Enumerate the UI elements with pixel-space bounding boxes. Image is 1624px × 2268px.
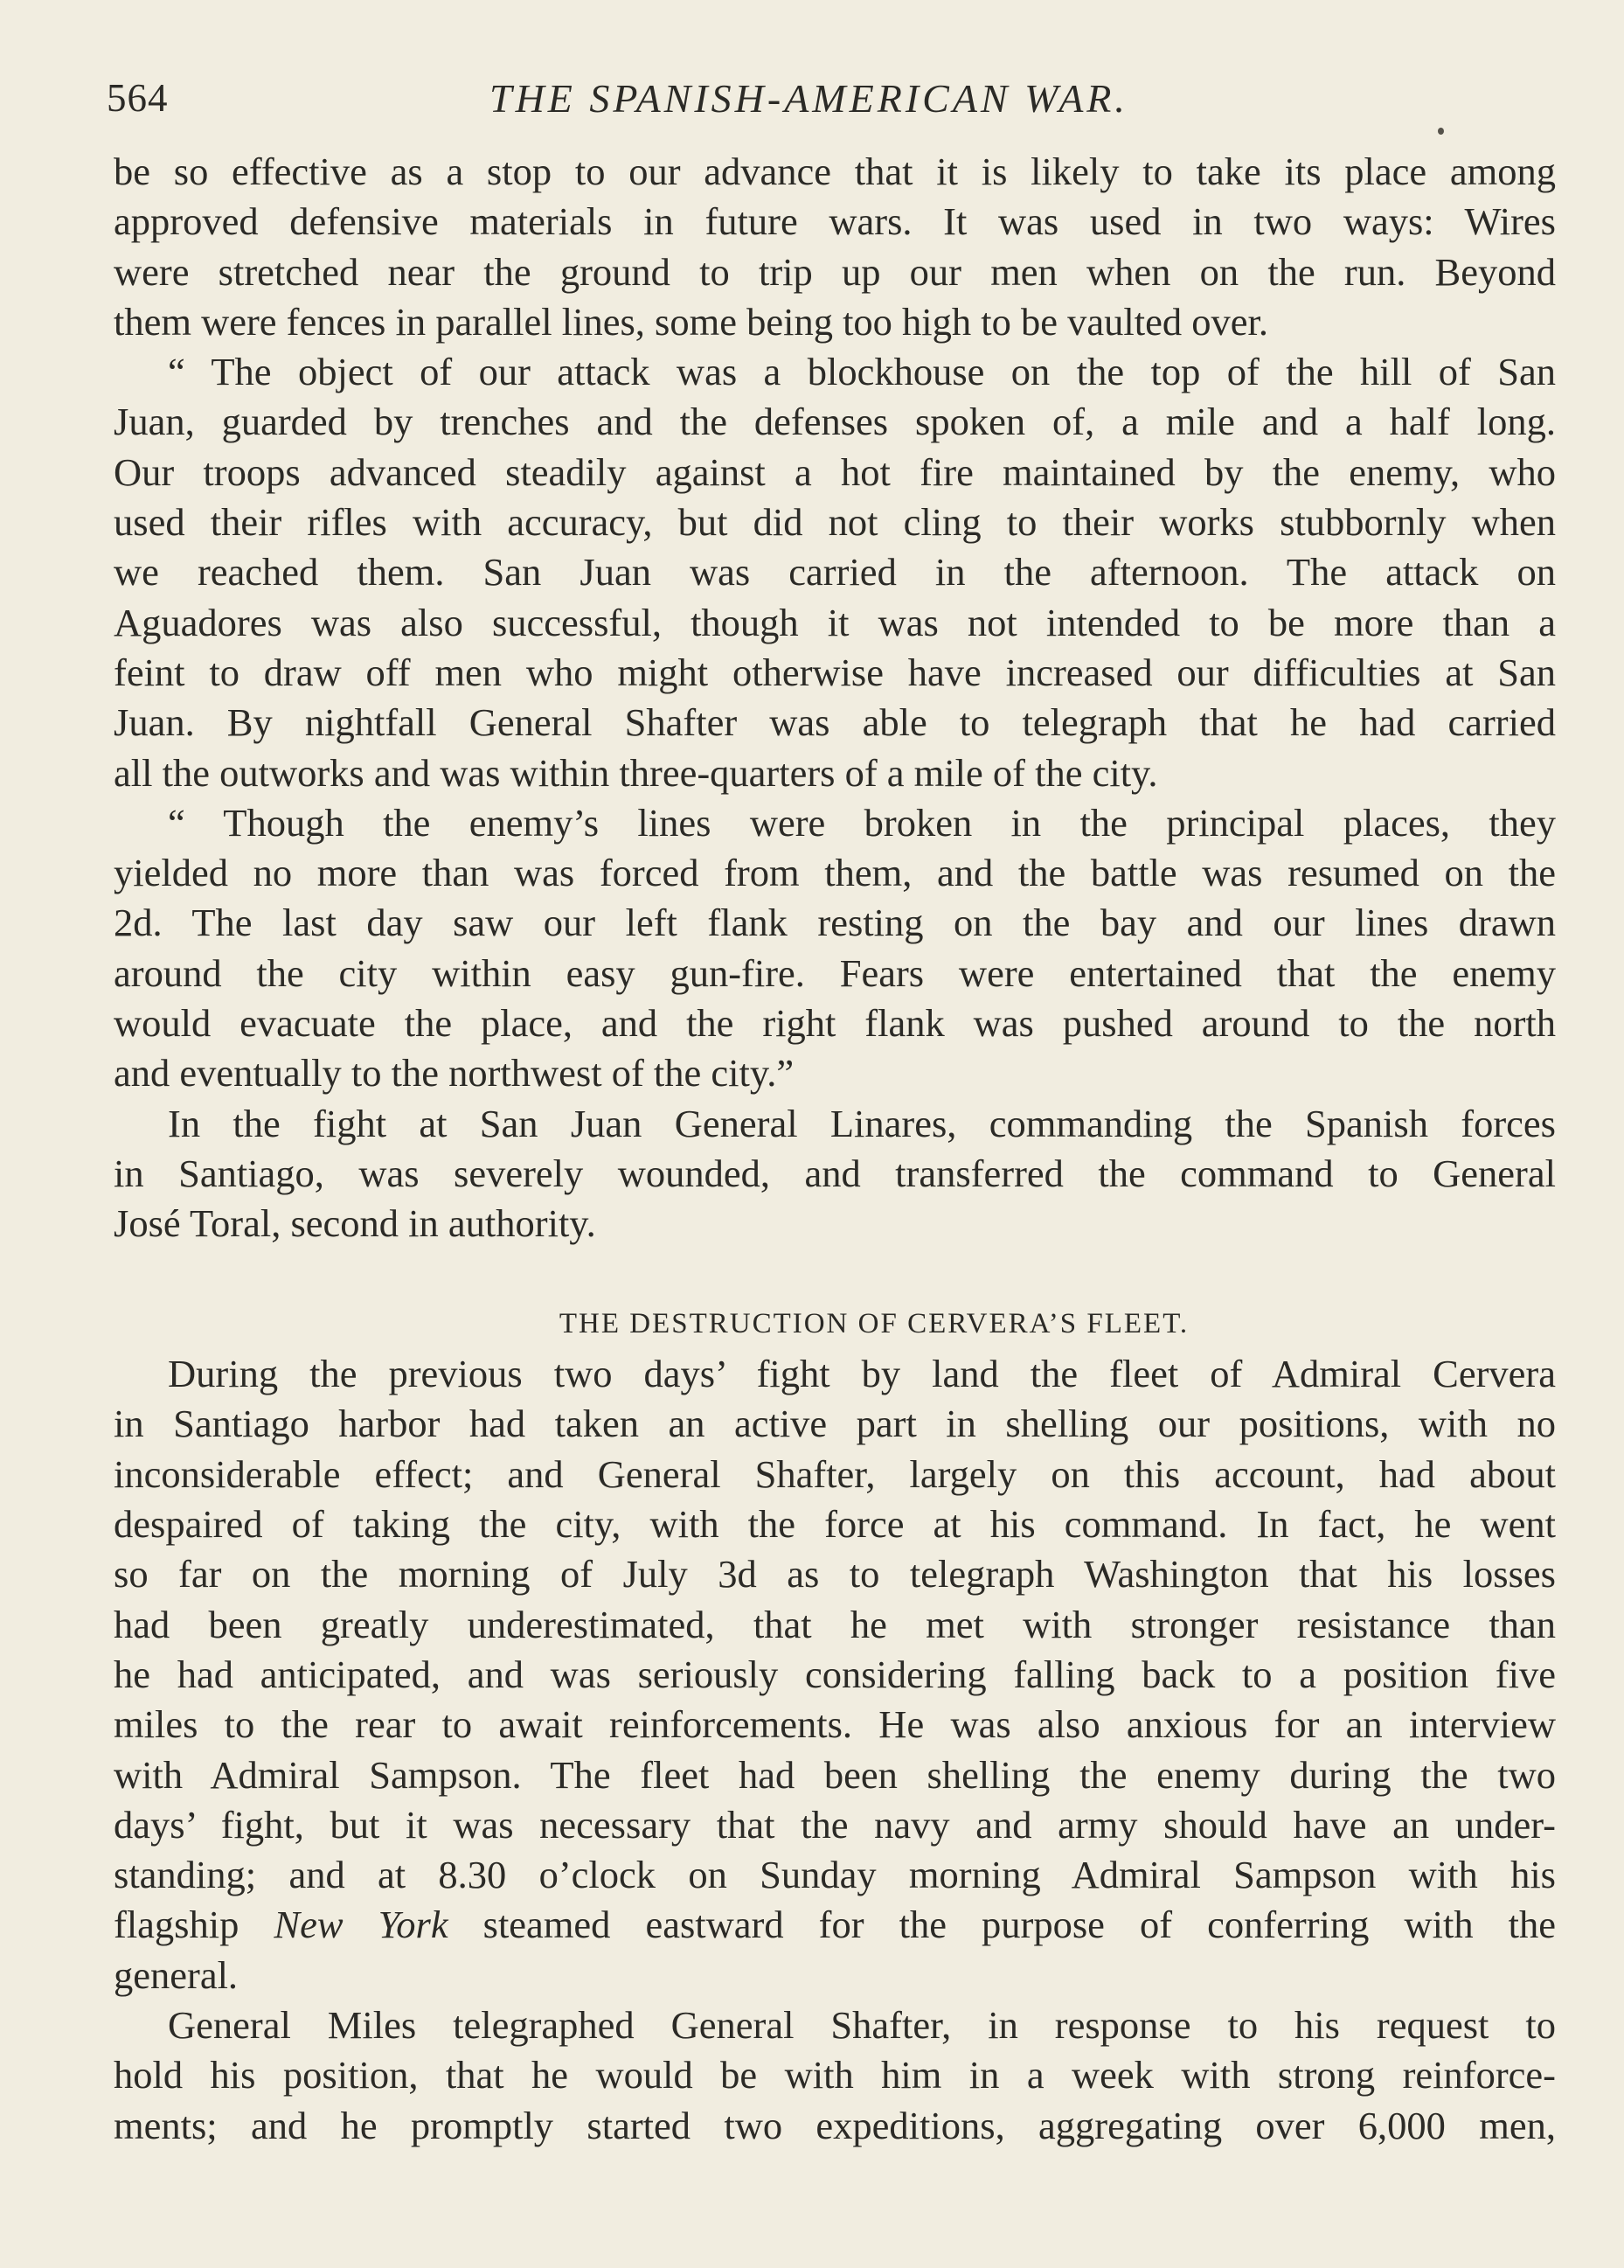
section-spacer (114, 1249, 1556, 1299)
section-heading: THE DESTRUCTION OF CERVERA’S FLEET. (559, 1307, 1190, 1339)
text-line: feint to draw off men who might otherwise have increased our difficulties at San (114, 650, 1556, 694)
text-line: inconsiderable effect; and General Shafter, largely on this account, had about (114, 1451, 1556, 1496)
flagship-text-after: steamed eastward for the purpose of conferring with the (448, 1903, 1556, 1947)
body-text (114, 147, 1556, 2151)
paragraph-enemy-lines (114, 798, 1556, 1099)
text-line: days’ fight, but it was necessary that the navy and army should have an under- (114, 1802, 1556, 1847)
running-title: THE SPANISH-AMERICAN WAR. (489, 76, 1128, 121)
text-line: hold his position, that he would be with him in a week with strong reinforce- (114, 2053, 1556, 2098)
paragraph-attack-san-juan (114, 347, 1556, 798)
text-line: 2d. The last day saw our left flank resting on the bay and our lines drawn (114, 901, 1556, 945)
text-line: and eventually to the northwest of the city.” (114, 1051, 795, 1096)
paragraph-barbed-wire (114, 147, 1556, 347)
ink-speck (1438, 128, 1444, 135)
text-line: yielded no more than was forced from them, and the battle was resumed on the (114, 851, 1556, 895)
text-line: used their rifles with accuracy, but did not cling to their works stubbornly when (114, 500, 1556, 545)
text-line: general. (114, 1952, 239, 1997)
text-line: we reached them. San Juan was carried in the afternoon. The attack on (114, 550, 1556, 595)
text-line: all the outworks and was within three-quarters of a mile of the city. (114, 750, 1158, 795)
text-line: Juan. By nightfall General Shafter was able to telegraph that he had carried (114, 700, 1556, 745)
text-line: Aguadores was also successful, though it was not intended to be more than a (114, 600, 1556, 644)
paragraph-cervera-fleet (114, 1349, 1556, 2000)
text-line: miles to the rear to await reinforcements. He was also anxious for an interview (114, 1702, 1556, 1747)
text-line: José Toral, second in authority. (114, 1201, 596, 1246)
text-line: would evacuate the place, and the right flank was pushed around to the north (114, 1001, 1556, 1046)
text-line: had been greatly underestimated, that he met with stronger resistance than (114, 1602, 1556, 1646)
text-line: he had anticipated, and was seriously considering falling back to a position five (114, 1652, 1556, 1696)
paragraph-linares (114, 1099, 1556, 1249)
text-line: in Santiago, was severely wounded, and transferred the command to General (114, 1151, 1556, 1195)
text-line: in Santiago harbor had taken an active part in shelling our positions, with no (114, 1402, 1556, 1446)
text-line: around the city within easy gun-fire. Fears were entertained that the enemy (114, 950, 1556, 995)
text-line: were stretched near the ground to trip up our men when on the run. Beyond (114, 249, 1556, 294)
text-line: be so effective as a stop to our advance that it is likely to take its place among (114, 150, 1556, 193)
text-line: them were fences in parallel lines, some being too high to be vaulted over. (114, 299, 1269, 344)
text-line: General Miles telegraphed General Shafter, in response to his request to (168, 2002, 1556, 2047)
text-line: standing; and at 8.30 o’clock on Sunday morning Admiral Sampson with his (114, 1853, 1556, 1897)
text-line: Juan, guarded by trenches and the defenses spoken of, a mile and a half long. (114, 400, 1556, 444)
text-line: approved defensive materials in future wars. It was used in two ways: Wires (114, 199, 1556, 244)
paragraph-general-miles (114, 2000, 1556, 2151)
ship-name-new-york: New York (274, 1903, 448, 1947)
text-line: “ Though the enemy’s lines were broken in the principal places, they (168, 800, 1556, 845)
text-line: During the previous two days’ fight by land the fleet of Admiral Cervera (168, 1352, 1556, 1396)
text-line: “ The object of our attack was a blockhouse on the top of the hill of San (168, 350, 1556, 394)
flagship-text-before: flagship (114, 1903, 274, 1947)
text-line-flagship (114, 1900, 1556, 1950)
text-line: so far on the morning of July 3d as to telegraph Washington that his losses (114, 1552, 1556, 1597)
text-line: despaired of taking the city, with the force at his command. In fact, he went (114, 1502, 1556, 1547)
text-line: ments; and he promptly started two expeditions, aggregating over 6,000 men, (114, 2103, 1556, 2147)
text-line: with Admiral Sampson. The fleet had been shelling the enemy during the two (114, 1752, 1556, 1797)
text-line: In the fight at San Juan General Linares, commanding the Spanish forces (168, 1101, 1556, 1145)
page-number: 564 (107, 76, 169, 120)
text-line: Our troops advanced steadily against a hot fire maintained by the enemy, who (114, 449, 1556, 494)
